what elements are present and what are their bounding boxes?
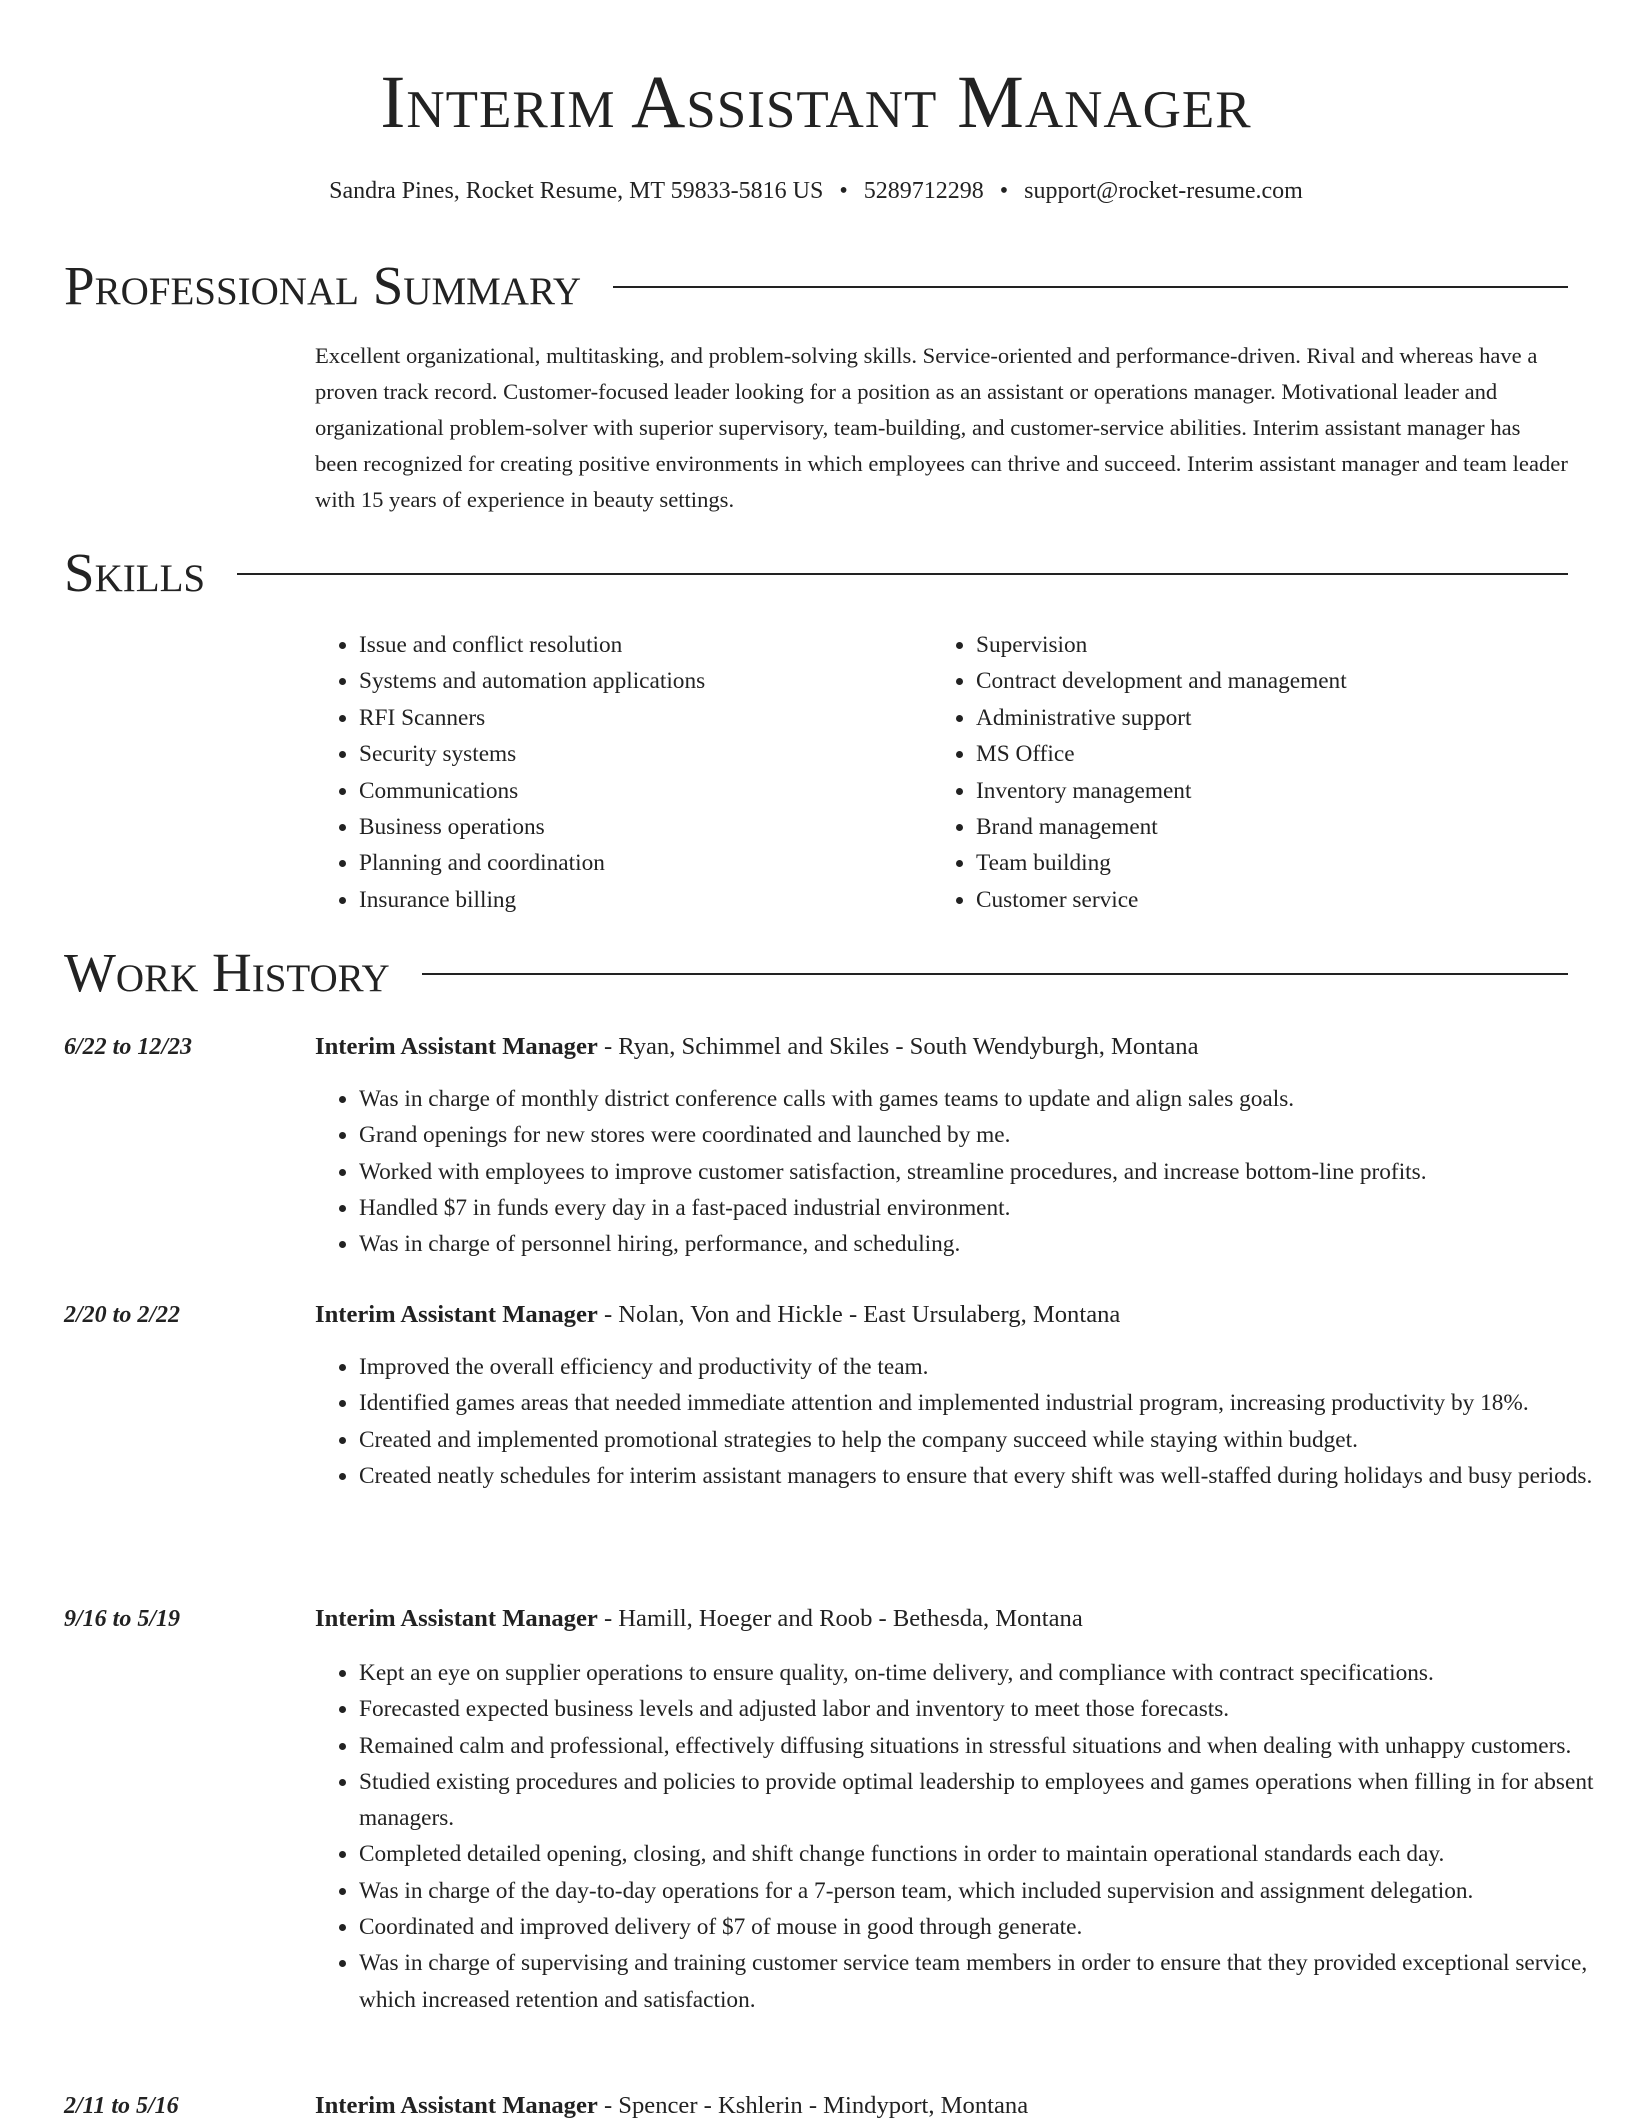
section-divider — [613, 286, 1568, 288]
job-bullet: • Studied existing procedures and policies to provide optimal leadership to employees and games operations when filling in for absent managers. — [359, 1764, 1612, 1837]
job-heading — [315, 1297, 1568, 1333]
skill-item: • Issue and conflict resolution — [359, 627, 932, 663]
skill-item: • Contract development and management — [976, 663, 1347, 699]
section-divider — [422, 973, 1568, 975]
contact-phone: 5289712298 — [863, 178, 984, 204]
job-role: Interim Assistant Manager — [315, 1605, 598, 1632]
skill-item: • Insurance billing — [359, 882, 932, 918]
job-role: Interim Assistant Manager — [315, 1301, 598, 1328]
skill-item: • Team building — [976, 845, 1347, 881]
job-company: - Ryan, Schimmel and Skiles - South Wendyburgh, Montana — [597, 1033, 1199, 1060]
resume-title: Interim Assistant Manager — [380, 61, 1252, 144]
skill-item: • Business operations — [359, 809, 932, 845]
job-company: - Spencer - Kshlerin - Mindyport, Montana — [597, 2092, 1029, 2119]
job-bullet: • Forecasted expected business levels and adjusted labor and inventory to meet those forecasts. — [359, 1691, 1612, 1727]
job-dates: 9/16 to 5/19 — [64, 1606, 181, 1632]
skill-item: • Brand management — [976, 809, 1347, 845]
section-title: Professional Summary — [64, 255, 582, 316]
section-title: Skills — [64, 542, 206, 603]
section-divider — [237, 573, 1568, 575]
skill-item: • Communications — [359, 773, 932, 809]
skill-item: • Systems and automation applications — [359, 663, 932, 699]
contact-address: Sandra Pines, Rocket Resume, MT 59833-5816 US — [329, 178, 824, 204]
job-bullet: • Created neatly schedules for interim assistant managers to ensure that every shift was well-staffed during holidays and busy periods. — [359, 1458, 1612, 1494]
job-bullets — [315, 1349, 1612, 1494]
job-dates: 6/22 to 12/23 — [64, 1034, 193, 1060]
job-role: Interim Assistant Manager — [315, 1033, 598, 1060]
job-bullet: • Grand openings for new stores were coordinated and launched by me. — [359, 1117, 1612, 1153]
contact-separator: • — [999, 178, 1009, 204]
job-bullet: • Improved the overall efficiency and productivity of the team. — [359, 1349, 1612, 1385]
section-skills — [64, 541, 1568, 605]
contact-line — [0, 174, 1632, 208]
summary-text: Excellent organizational, multitasking, and problem-solving skills. Service-oriented and performance-driven. Rival and whereas have a proven track record. Customer-focused leader looking for a position as an assistant or operations manager. Motivational leader and organizational problem-solver with superior supervisory, team-building, and customer-service abilities. Interim assistant manager has been recognized for creating positive environments in which employees can thrive and succeed. Interim assistant manager and team leader with 15 years of experience in beauty settings. — [315, 343, 1568, 512]
section-title: Work History — [64, 942, 390, 1003]
contact-separator: • — [839, 178, 848, 204]
skill-item: • Planning and coordination — [359, 845, 932, 881]
section-professional-summary — [64, 254, 1568, 318]
job-dates: 2/11 to 5/16 — [64, 2093, 179, 2119]
job-bullet: • Was in charge of personnel hiring, performance, and scheduling. — [359, 1226, 1612, 1262]
contact-email: support@rocket-resume.com — [1024, 178, 1303, 204]
skill-item: • Inventory management — [976, 773, 1347, 809]
job-bullets — [315, 1655, 1612, 2018]
job-bullet: • Kept an eye on supplier operations to ensure quality, on-time delivery, and compliance with contract specifications. — [359, 1655, 1612, 1691]
job-bullet: • Was in charge of monthly district conference calls with games teams to update and align sales goals. — [359, 1081, 1612, 1117]
skill-item: • Administrative support — [976, 700, 1347, 736]
skills-list — [315, 627, 1568, 918]
skills-column-right — [932, 627, 1347, 918]
job-role: Interim Assistant Manager — [315, 2092, 598, 2119]
skill-item: • MS Office — [976, 736, 1347, 772]
job-company: - Hamill, Hoeger and Roob - Bethesda, Montana — [597, 1605, 1083, 1632]
section-work-history — [64, 941, 1568, 1005]
job-bullet: • Remained calm and professional, effectively diffusing situations in stressful situations and when dealing with unhappy customers. — [359, 1728, 1612, 1764]
job-heading — [315, 2088, 1568, 2124]
job-bullet: • Handled $7 in funds every day in a fast-paced industrial environment. — [359, 1190, 1612, 1226]
job-bullet: • Completed detailed opening, closing, and shift change functions in order to maintain operational standards each day. — [359, 1836, 1612, 1872]
skill-item: • Customer service — [976, 882, 1347, 918]
job-bullet: • Was in charge of supervising and training customer service team members in order to ensure that they provided exceptional service, which increased retention and satisfaction. — [359, 1945, 1612, 2018]
job-bullet: • Identified games areas that needed immediate attention and implemented industrial program, increasing productivity by 18%. — [359, 1385, 1612, 1421]
skill-item: • RFI Scanners — [359, 700, 932, 736]
job-dates: 2/20 to 2/22 — [64, 1302, 181, 1328]
job-heading — [315, 1601, 1568, 1637]
skill-item: • Supervision — [976, 627, 1347, 663]
job-company: - Nolan, Von and Hickle - East Ursulaberg, Montana — [597, 1301, 1121, 1328]
job-bullet: • Created and implemented promotional strategies to help the company succeed while staying within budget. — [359, 1422, 1612, 1458]
job-bullets — [315, 1081, 1612, 1262]
skill-item: • Security systems — [359, 736, 932, 772]
job-bullet: • Worked with employees to improve customer satisfaction, streamline procedures, and increase bottom-line profits. — [359, 1154, 1612, 1190]
job-heading — [315, 1029, 1568, 1065]
skills-column-left — [315, 627, 932, 918]
job-bullet: • Was in charge of the day-to-day operations for a 7-person team, which included supervision and assignment delegation. — [359, 1873, 1612, 1909]
job-bullet: • Coordinated and improved delivery of $7 of mouse in good through generate. — [359, 1909, 1612, 1945]
